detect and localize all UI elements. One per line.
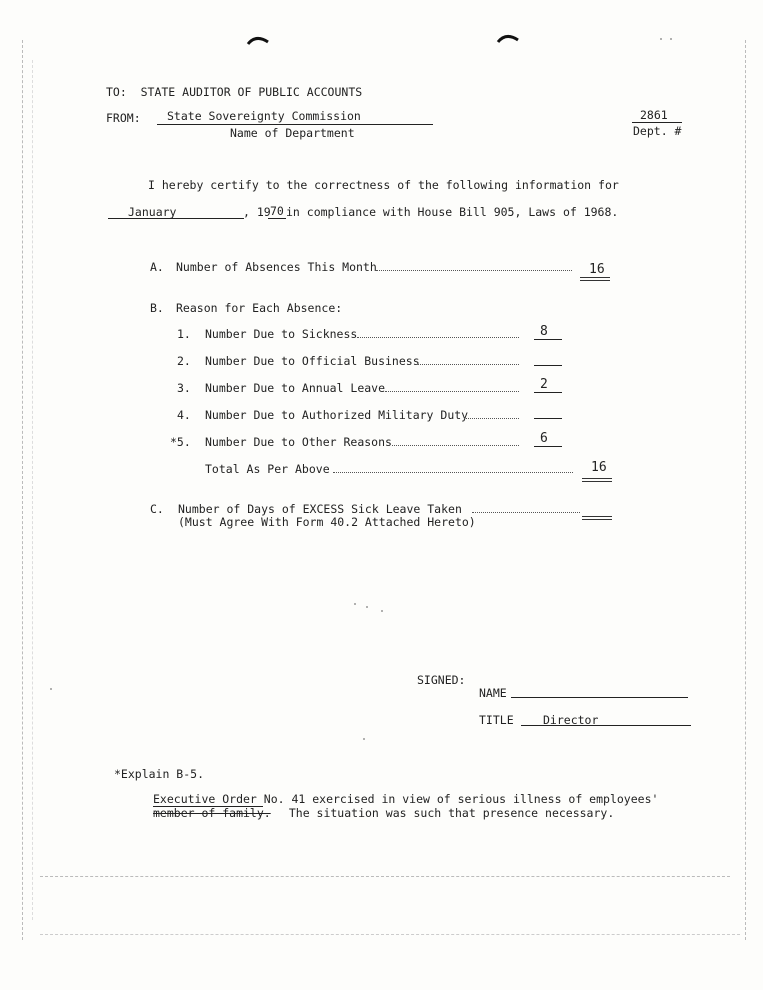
title-line xyxy=(521,725,691,726)
name-label: NAME xyxy=(479,686,507,700)
section-a-value: 16 xyxy=(589,262,605,277)
section-c-leader xyxy=(472,512,580,513)
b-item-5-blank xyxy=(534,446,562,447)
b-total-label: Total As Per Above xyxy=(205,462,330,476)
scan-edge-right xyxy=(745,40,746,940)
b-item-5-value: 6 xyxy=(540,431,548,446)
name-line xyxy=(511,697,688,698)
month-underline xyxy=(108,218,244,219)
from-underline xyxy=(157,124,433,125)
dept-caption: Dept. # xyxy=(633,124,682,138)
b-total-value: 16 xyxy=(591,460,607,475)
to-line: TO: STATE AUDITOR OF PUBLIC ACCOUNTS xyxy=(106,85,363,99)
b-total-double-rule xyxy=(582,478,612,482)
b-item-1-value: 8 xyxy=(540,324,548,339)
explain-line-2-underlined: member of family. xyxy=(153,806,271,820)
title-value: Director xyxy=(543,713,599,727)
b-item-1-leader xyxy=(357,337,519,338)
title-label: TITLE xyxy=(479,713,514,727)
dept-underline xyxy=(632,122,682,123)
scan-edge-bottom-2 xyxy=(40,934,740,935)
b-item-5-label: Number Due to Other Reasons xyxy=(205,435,392,449)
speck xyxy=(366,606,368,608)
from-department: State Sovereignty Commission xyxy=(167,109,361,123)
b-item-2-leader xyxy=(416,364,519,365)
scan-edge-bottom xyxy=(40,876,730,877)
b-item-4-label: Number Due to Authorized Military Duty xyxy=(205,408,469,422)
punch-mark-left xyxy=(246,34,270,46)
b-item-1-num: 1. xyxy=(177,327,191,341)
scan-edge-left xyxy=(22,40,23,940)
speck xyxy=(363,738,365,740)
from-label: FROM: xyxy=(106,111,141,125)
section-c-letter: C. xyxy=(150,502,164,516)
signed-label: SIGNED: xyxy=(417,673,466,687)
section-c-line-2: (Must Agree With Form 40.2 Attached Hereto) xyxy=(178,515,476,529)
b-item-3-value: 2 xyxy=(540,377,548,392)
section-b-letter: B. xyxy=(150,301,164,315)
year-underline xyxy=(268,218,286,219)
b-item-2-label: Number Due to Official Business xyxy=(205,354,420,368)
b-item-2-num: 2. xyxy=(177,354,191,368)
speck xyxy=(354,603,356,605)
punch-mark-right xyxy=(496,32,520,44)
certify-year: 70 xyxy=(270,204,284,218)
section-a-letter: A. xyxy=(150,260,164,274)
b-item-5-leader xyxy=(392,445,519,446)
speck xyxy=(660,38,662,40)
b-total-leader xyxy=(333,472,573,473)
section-c-double-rule xyxy=(582,516,612,520)
from-caption: Name of Department xyxy=(230,126,355,140)
explain-line-2: The situation was such that presence necessary. xyxy=(275,806,615,820)
b-item-5-num: *5. xyxy=(170,435,191,449)
b-item-3-num: 3. xyxy=(177,381,191,395)
b-item-3-label: Number Due to Annual Leave xyxy=(205,381,386,395)
b-item-2-blank xyxy=(534,365,562,366)
certify-line-2: in compliance with House Bill 905, Laws of 1968. xyxy=(286,205,619,219)
b-item-3-blank xyxy=(534,392,562,393)
explain-heading: *Explain B-5. xyxy=(114,767,205,781)
explain-line-1: Executive Order No. 41 exercised in view of serious illness of employees' xyxy=(153,792,659,806)
section-c-line-1: Number of Days of EXCESS Sick Leave Taken xyxy=(178,502,462,516)
b-item-1-label: Number Due to Sickness xyxy=(205,327,358,341)
section-a-leader xyxy=(376,270,572,271)
speck xyxy=(381,610,383,612)
certify-line-1: I hereby certify to the correctness of the following information for xyxy=(148,178,619,192)
scan-edge-left-inner xyxy=(32,60,33,920)
section-b-label: Reason for Each Absence: xyxy=(176,301,343,315)
b-item-4-num: 4. xyxy=(177,408,191,422)
b-item-4-blank xyxy=(534,418,562,419)
b-item-1-blank xyxy=(534,339,562,340)
speck xyxy=(50,688,52,690)
speck xyxy=(670,38,672,40)
b-item-3-leader xyxy=(385,391,519,392)
dept-number: 2861 xyxy=(640,108,668,122)
certify-month: January xyxy=(128,205,177,219)
b-item-4-leader xyxy=(464,418,519,419)
certify-19: , 19 xyxy=(243,205,271,219)
section-a-double-rule xyxy=(580,277,610,281)
section-a-label: Number of Absences This Month xyxy=(176,260,377,274)
